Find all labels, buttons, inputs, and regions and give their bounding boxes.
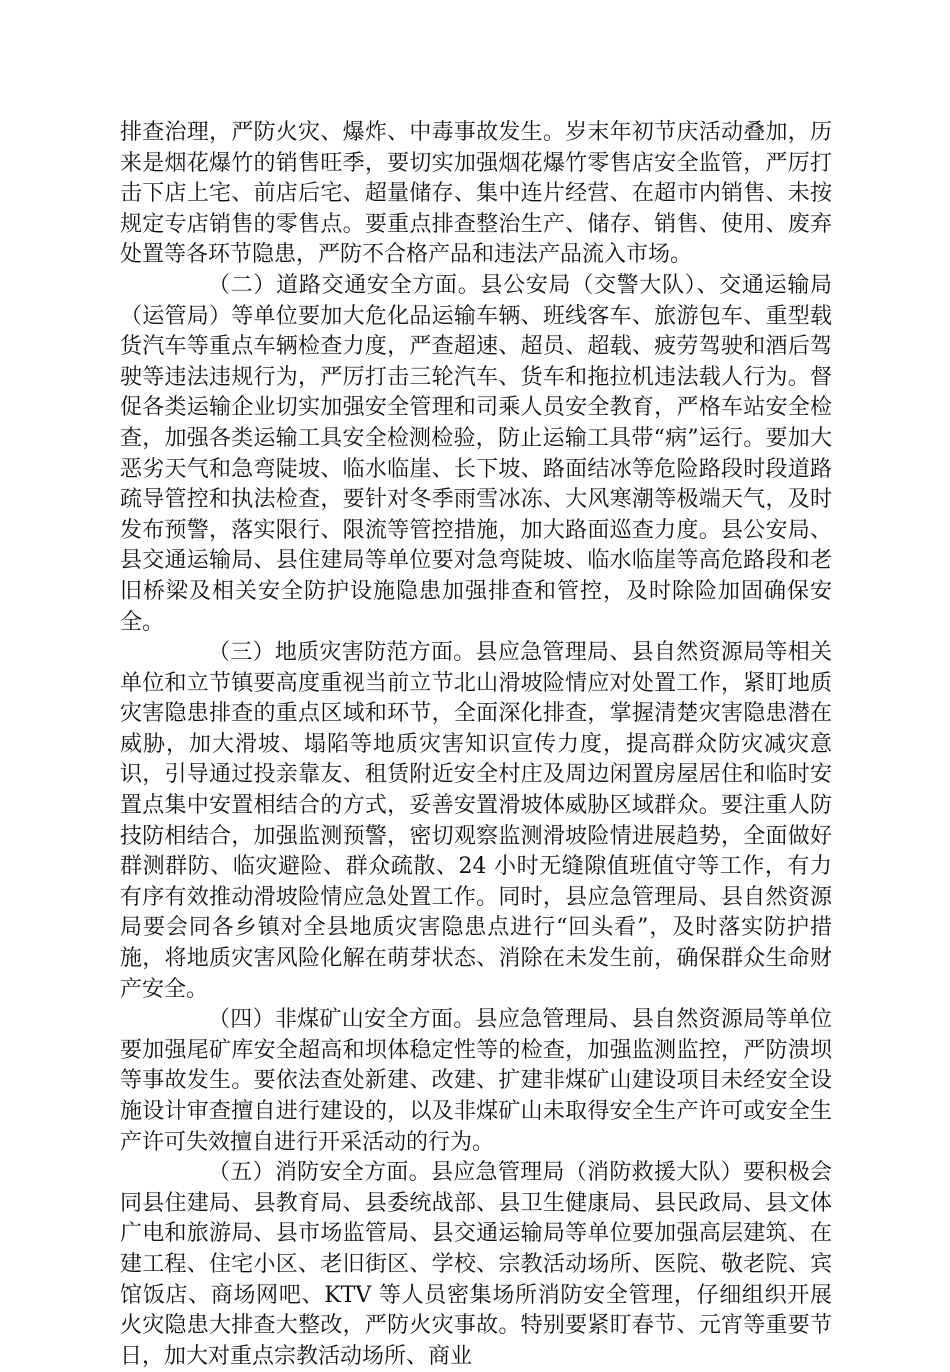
paragraph-fire-safety: （五）消防安全方面。县应急管理局（消防救援大队）要积极会同县住建局、县教育局、县委统战部、县卫生健康局、县民政局、县文体广电和旅游局、县市场监管局、县交通运输局等单位要加强高层建筑、在建工程、住宅小区、老旧街区、学校、宗教活动场所、医院、敬老院、宾馆饭店、商场网吧、KTV 等人员密集场所消防安全管理，仔细组织开展火灾隐患大排查大整改，严防火灾事故。特别要紧盯春节、元宵等重要节日，加大对重点宗教活动场所、商业 [120, 1160, 832, 1369]
paragraph-geological-disaster-prevention: （三）地质灾害防范方面。县应急管理局、县自然资源局等相关单位和立节镇要高度重视当前立节北山滑坡险情应对处置工作，紧盯地质灾害隐患排查的重点区域和环节，全面深化排查，掌握清楚灾害隐患潜在威胁，加大滑坡、塌陷等地质灾害知识宣传力度，提高群众防灾减灾意识，引导通过投亲靠友、租赁附近安全村庄及周边闲置房屋居住和临时安置点集中安置相结合的方式，妥善安置滑坡体威胁区域群众。要注重人防技防相结合，加强监测预警，密切观察监测滑坡险情进展趋势，全面做好群测群防、临灾避险、群众疏散、24 小时无缝隙值班值守等工作，有力有序有效推动滑坡险情应急处置工作。同时，县应急管理局、县自然资源局要会同各乡镇对全县地质灾害隐患点进行“回头看”，及时落实防护措施，将地质灾害风险化解在萌芽状态、消除在未发生前，确保群众生命财产安全。 [120, 640, 832, 1002]
paragraph-continuation: 排查治理，严防火灾、爆炸、中毒事故发生。岁末年初节庆活动叠加，历来是烟花爆竹的销售旺季，要切实加强烟花爆竹零售店安全监管，严厉打击下店上宅、前店后宅、超量储存、集中连片经营、在超市内销售、未按规定专店销售的零售点。要重点排查整治生产、储存、销售、使用、废弃处置等各环节隐患，严防不合格产品和违法产品流入市场。 [120, 120, 832, 268]
paragraph-non-coal-mine-safety: （四）非煤矿山安全方面。县应急管理局、县自然资源局等单位要加强尾矿库安全超高和坝体稳定性等的检查，加强监测监控，严防溃坝等事故发生。要依法查处新建、改建、扩建非煤矿山建设项目未经安全设施设计审查擅自进行建设的，以及非煤矿山未取得安全生产许可或安全生产许可失效擅自进行开采活动的行为。 [120, 1007, 832, 1155]
document-body [120, 118, 832, 1372]
paragraph-road-traffic-safety: （二）道路交通安全方面。县公安局（交警大队）、交通运输局（运管局）等单位要加大危化品运输车辆、班线客车、旅游包车、重型载货汽车等重点车辆检查力度，严查超速、超员、超载、疲劳驾驶和酒后驾驶等违法违规行为，严厉打击三轮汽车、货车和拖拉机违法载人行为。督促各类运输企业切实加强安全管理和司乘人员安全教育，严格车站安全检查，加强各类运输工具安全检测检验，防止运输工具带“病”运行。要加大恶劣天气和急弯陡坡、临水临崖、长下坡、路面结冰等危险路段时段道路疏导管控和执法检查，要针对冬季雨雪冰冻、大风寒潮等极端天气，及时发布预警，落实限行、限流等管控措施，加大路面巡查力度。县公安局、县交通运输局、县住建局等单位要对急弯陡坡、临水临崖等高危路段和老旧桥梁及相关安全防护设施隐患加强排查和管控，及时除险加固确保安全。 [120, 272, 832, 635]
